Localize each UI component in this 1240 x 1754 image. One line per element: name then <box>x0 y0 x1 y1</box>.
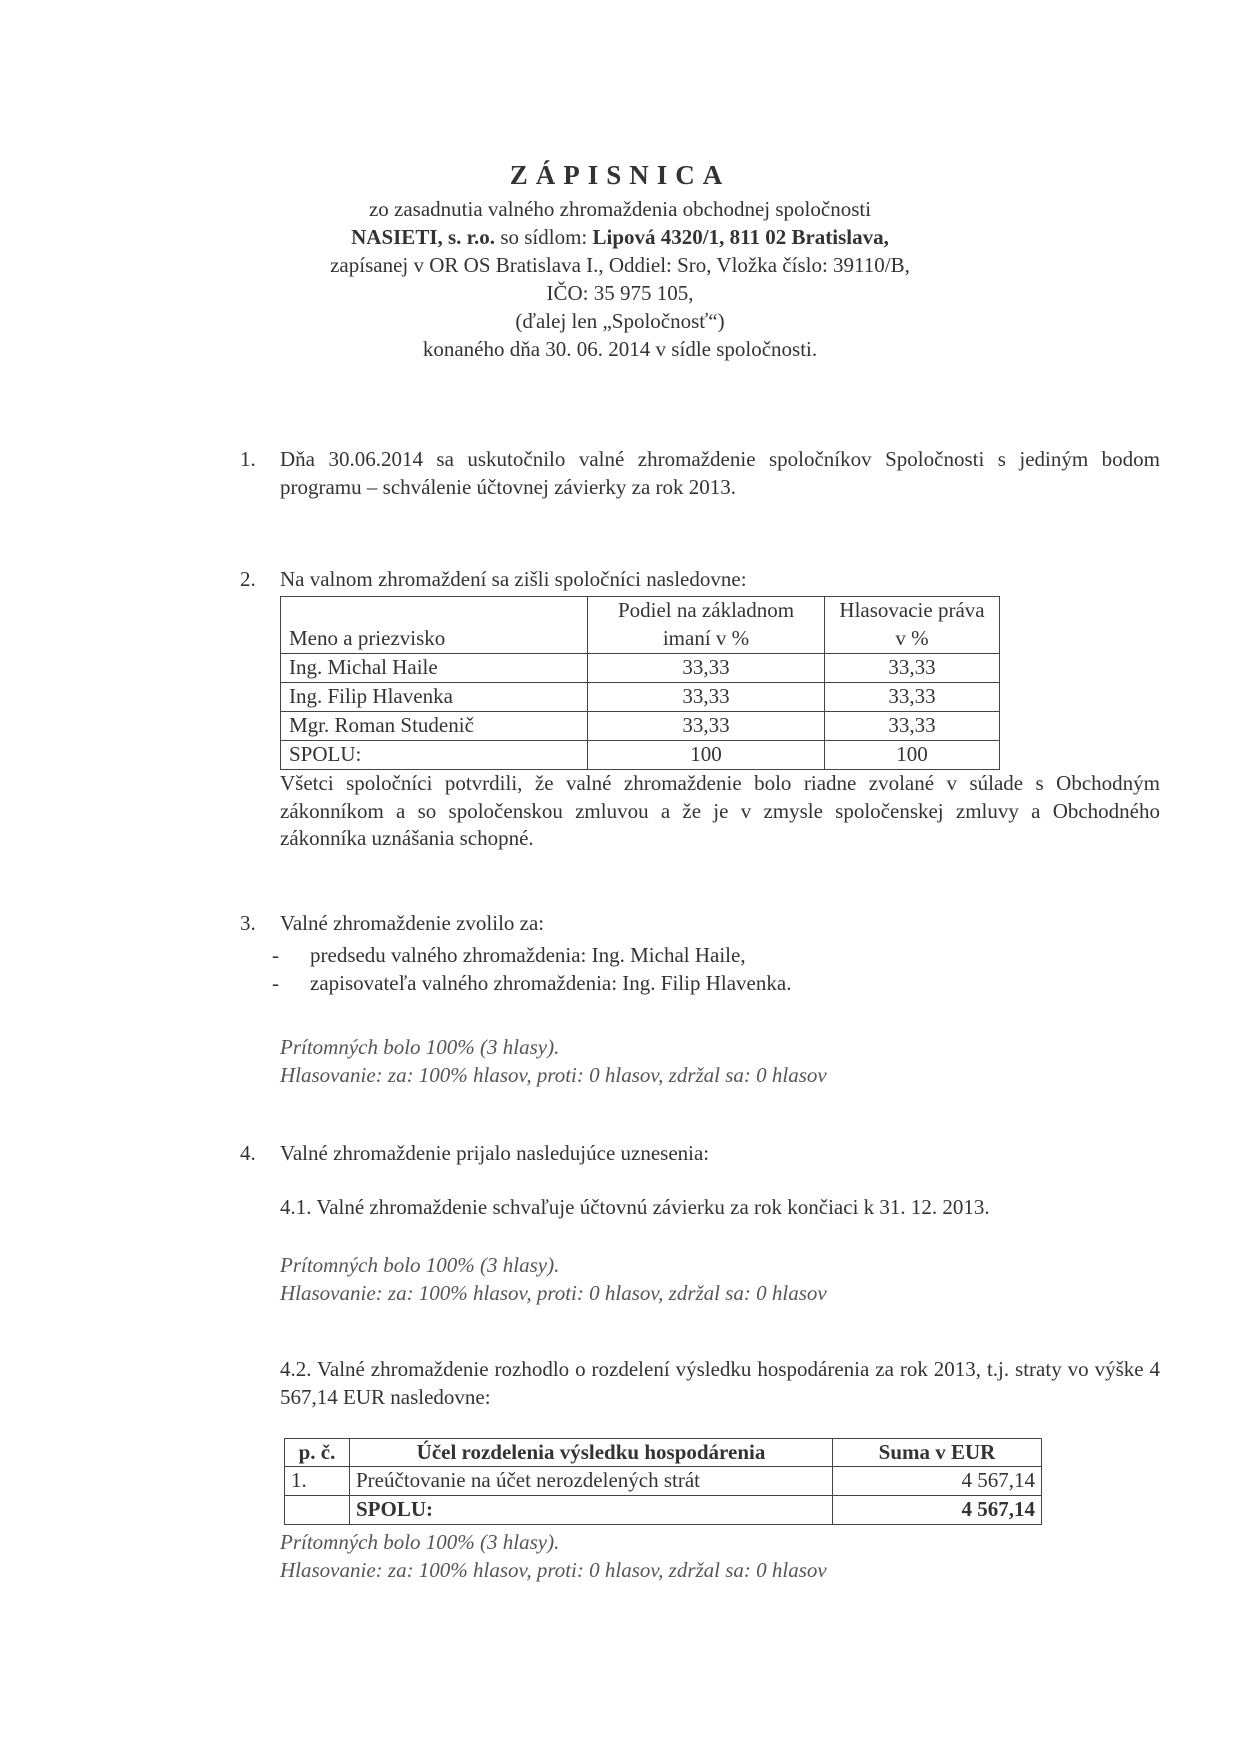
attendance-note: Prítomných bolo 100% (3 hlasy). <box>280 1252 560 1277</box>
vote-note: Hlasovanie: za: 100% hlasov, proti: 0 hlasov, zdržal sa: 0 hlasov <box>280 1062 827 1087</box>
list-item: - zapisovateľa valného zhromaždenia: Ing. Filip Hlavenka. <box>272 970 1160 998</box>
table-row <box>285 1467 1042 1496</box>
table-cell: 4 567,14 <box>833 1467 1042 1496</box>
section-3 <box>240 910 1160 1090</box>
company-name: NASIETI, s. r.o. <box>351 224 496 249</box>
section-2 <box>240 566 1160 853</box>
section-2-intro: Na valnom zhromaždení sa zišli spoločníci nasledovne: <box>280 567 747 591</box>
table-cell: Mgr. Roman Studenič <box>281 711 588 740</box>
shareholders-table <box>280 596 1000 770</box>
section-3-intro: Valné zhromaždenie zvolilo za: <box>280 911 545 935</box>
table-cell: Preúčtovanie na účet nerozdelených strát <box>350 1467 833 1496</box>
table-row <box>285 1496 1042 1525</box>
resolution-4-2: 4.2. Valné zhromaždenie rozhodlo o rozdelení výsledku hospodárenia za rok 2013, t.j. straty vo výške 4 567,14 EUR nasledovne: <box>280 1356 1160 1409</box>
header-line-alias: (ďalej len „Spoločnosť“) <box>515 308 725 333</box>
table-header-row <box>281 596 1000 653</box>
column-header: Suma v EUR <box>833 1438 1042 1467</box>
resolution-4-1: 4.1. Valné zhromaždenie schvaľuje účtovnú závierku za rok končiaci k 31. 12. 2013. <box>280 1194 990 1219</box>
page-title: ZÁPISNICA <box>509 160 731 190</box>
section-2-after: Všetci spoločníci potvrdili, že valné zhromaždenie bolo riadne zvolané v súlade s Obchodným zákonníkom a so spoločenskou zmluvou a že je v zmysle spoločenskej zmluvy a Obchodného zákonníka uznášania schopné. <box>280 770 1160 851</box>
table-cell: 100 <box>825 740 1000 769</box>
section-4-intro: Valné zhromaždenie prijalo nasledujúce uznesenia: <box>280 1141 710 1165</box>
table-cell <box>285 1496 350 1525</box>
table-cell: 1. <box>285 1467 350 1496</box>
table-header-row <box>285 1438 1042 1467</box>
seat-prefix: so sídlom: <box>495 224 593 249</box>
table-cell: 33,33 <box>825 682 1000 711</box>
header-line-ico: IČO: 35 975 105, <box>546 280 694 305</box>
column-header: p. č. <box>285 1438 350 1467</box>
attendance-note: Prítomných bolo 100% (3 hlasy). <box>280 1530 560 1555</box>
header-line-company <box>260 224 980 252</box>
table-cell: 33,33 <box>588 711 825 740</box>
table-cell: 33,33 <box>825 711 1000 740</box>
column-header: Podiel na základnom imaní v % <box>588 596 825 653</box>
vote-note: Hlasovanie: za: 100% hlasov, proti: 0 hlasov, zdržal sa: 0 hlasov <box>280 1558 827 1583</box>
table-row <box>281 653 1000 682</box>
table-cell: 33,33 <box>588 653 825 682</box>
table-row <box>281 711 1000 740</box>
company-address: Lipová 4320/1, 811 02 Bratislava, <box>592 224 889 249</box>
column-header: Meno a priezvisko <box>281 596 588 653</box>
table-row <box>281 740 1000 769</box>
table-cell: 4 567,14 <box>833 1496 1042 1525</box>
table-cell: Ing. Filip Hlavenka <box>281 682 588 711</box>
table-cell: Ing. Michal Haile <box>281 653 588 682</box>
column-header: Hlasovacie práva v % <box>825 596 1000 653</box>
table-cell: 33,33 <box>825 653 1000 682</box>
header-line-registry: zapísanej v OR OS Bratislava I., Oddiel: Sro, Vložka číslo: 39110/B, <box>330 252 910 277</box>
elected-list <box>240 942 1160 998</box>
section-1 <box>240 446 1160 502</box>
table-cell: 100 <box>588 740 825 769</box>
attendance-note: Prítomných bolo 100% (3 hlasy). <box>280 1034 560 1059</box>
distribution-table <box>284 1438 1042 1526</box>
document-header <box>260 158 980 363</box>
table-row <box>281 682 1000 711</box>
header-line-date: konaného dňa 30. 06. 2014 v sídle spoločnosti. <box>422 336 818 361</box>
list-item: - predsedu valného zhromaždenia: Ing. Michal Haile, <box>272 942 1160 970</box>
section-4 <box>240 1140 1160 1585</box>
table-cell: SPOLU: <box>281 740 588 769</box>
section-number: 3. <box>240 911 256 935</box>
header-line-meeting: zo zasadnutia valného zhromaždenia obchodnej spoločnosti <box>368 196 872 221</box>
section-1-text: Dňa 30.06.2014 sa uskutočnilo valné zhromaždenie spoločníkov Spoločnosti s jediným bodom programu – schválenie účtovnej závierky za rok 2013. <box>280 447 1160 499</box>
table-cell: 33,33 <box>588 682 825 711</box>
vote-note: Hlasovanie: za: 100% hlasov, proti: 0 hlasov, zdržal sa: 0 hlasov <box>280 1280 827 1305</box>
table-cell: SPOLU: <box>350 1496 833 1525</box>
column-header: Účel rozdelenia výsledku hospodárenia <box>350 1438 833 1467</box>
section-number: 2. <box>240 567 256 591</box>
section-number: 4. <box>240 1141 256 1165</box>
section-number: 1. <box>240 447 256 471</box>
